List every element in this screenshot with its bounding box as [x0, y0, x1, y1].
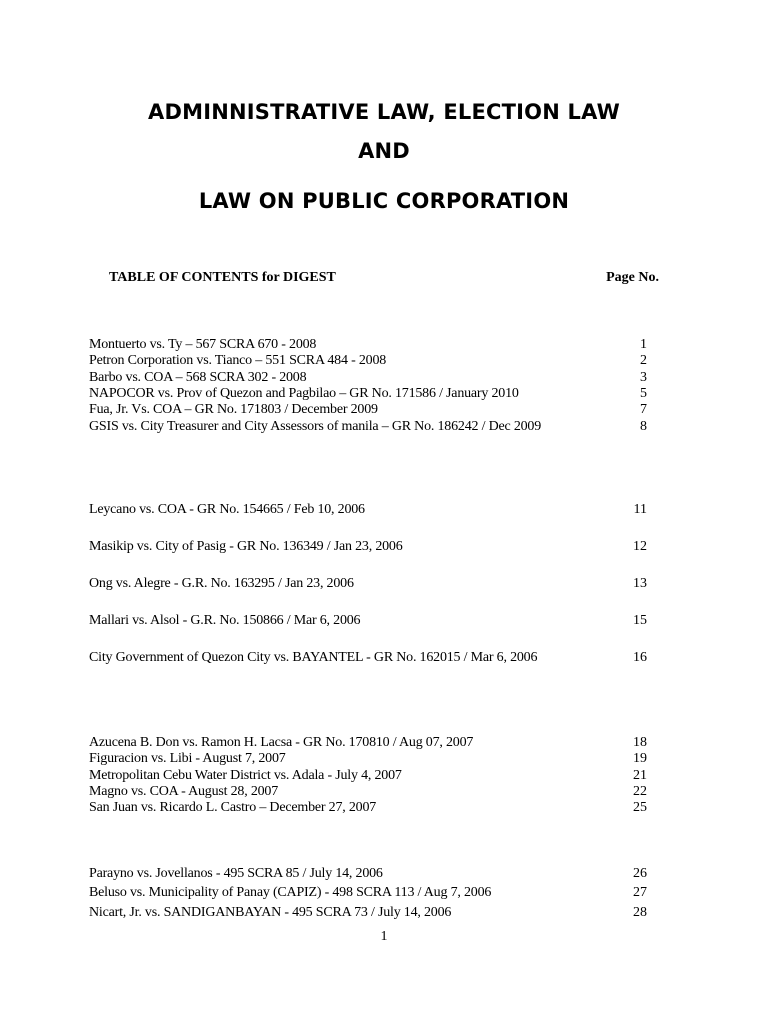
toc-entry-page: 12 — [633, 539, 647, 554]
toc-entry-text: Montuerto vs. Ty – 567 SCRA 670 - 2008 — [89, 337, 317, 352]
document-title-line-2: AND — [358, 139, 410, 163]
toc-entry-text: Azucena B. Don vs. Ramon H. Lacsa - GR No. 170810 / Aug 07, 2007 — [89, 735, 474, 750]
toc-entry-text: Leycano vs. COA - GR No. 154665 / Feb 10, 2006 — [89, 502, 365, 517]
toc-entry-text: Beluso vs. Municipality of Panay (CAPIZ) - 498 SCRA 113 / Aug 7, 2006 — [89, 885, 492, 900]
toc-entry-page: 25 — [633, 800, 647, 815]
toc-entry-page: 3 — [640, 370, 647, 385]
toc-entry-page: 27 — [633, 885, 647, 900]
toc-entry-page: 19 — [633, 751, 647, 766]
toc-entry-page: 13 — [633, 576, 647, 591]
toc-entry-text: Magno vs. COA - August 28, 2007 — [89, 784, 279, 799]
toc-entry-page: 5 — [640, 386, 647, 401]
toc-entry-page: 28 — [633, 905, 647, 920]
toc-entry-page: 8 — [640, 419, 647, 434]
toc-entry-text: Fua, Jr. Vs. COA – GR No. 171803 / December 2009 — [89, 402, 378, 417]
toc-entry-page: 21 — [633, 768, 647, 783]
toc-entry-page: 1 — [640, 337, 647, 352]
toc-entry-text: Ong vs. Alegre - G.R. No. 163295 / Jan 23, 2006 — [89, 576, 354, 591]
toc-heading: TABLE OF CONTENTS for DIGEST — [109, 270, 336, 285]
toc-entry-page: 16 — [633, 650, 647, 665]
toc-entry-text: Petron Corporation vs. Tianco – 551 SCRA 484 - 2008 — [89, 353, 387, 368]
document-title-line-1: ADMINNISTRATIVE LAW, ELECTION LAW — [148, 100, 620, 124]
toc-entry-text: Masikip vs. City of Pasig - GR No. 136349 / Jan 23, 2006 — [89, 539, 403, 554]
toc-entry-page: 15 — [633, 613, 647, 628]
footer-page-number: 1 — [380, 929, 388, 944]
toc-entry-text: Metropolitan Cebu Water District vs. Adala - July 4, 2007 — [89, 768, 402, 783]
document-title-line-3: LAW ON PUBLIC CORPORATION — [198, 189, 570, 213]
toc-entry-text: GSIS vs. City Treasurer and City Assessors of manila – GR No. 186242 / Dec 2009 — [89, 419, 542, 434]
toc-entry-text: Figuracion vs. Libi - August 7, 2007 — [89, 751, 286, 766]
toc-entry-text: Parayno vs. Jovellanos - 495 SCRA 85 / July 14, 2006 — [89, 866, 383, 881]
toc-entry-page: 26 — [633, 866, 647, 881]
toc-entry-text: City Government of Quezon City vs. BAYANTEL - GR No. 162015 / Mar 6, 2006 — [89, 650, 538, 665]
toc-entry-text: Nicart, Jr. vs. SANDIGANBAYAN - 495 SCRA 73 / July 14, 2006 — [89, 905, 452, 920]
toc-entry-page: 11 — [633, 502, 647, 517]
toc-entry-text: NAPOCOR vs. Prov of Quezon and Pagbilao – GR No. 171586 / January 2010 — [89, 386, 519, 401]
page-number-heading: Page No. — [606, 270, 659, 285]
toc-entry-text: Barbo vs. COA – 568 SCRA 302 - 2008 — [89, 370, 307, 385]
toc-entry-page: 18 — [633, 735, 647, 750]
toc-entry-page: 22 — [633, 784, 647, 799]
toc-entry-page: 2 — [640, 353, 647, 368]
toc-entry-text: San Juan vs. Ricardo L. Castro – December 27, 2007 — [89, 800, 377, 815]
toc-entry-page: 7 — [640, 402, 647, 417]
toc-entry-text: Mallari vs. Alsol - G.R. No. 150866 / Mar 6, 2006 — [89, 613, 361, 628]
